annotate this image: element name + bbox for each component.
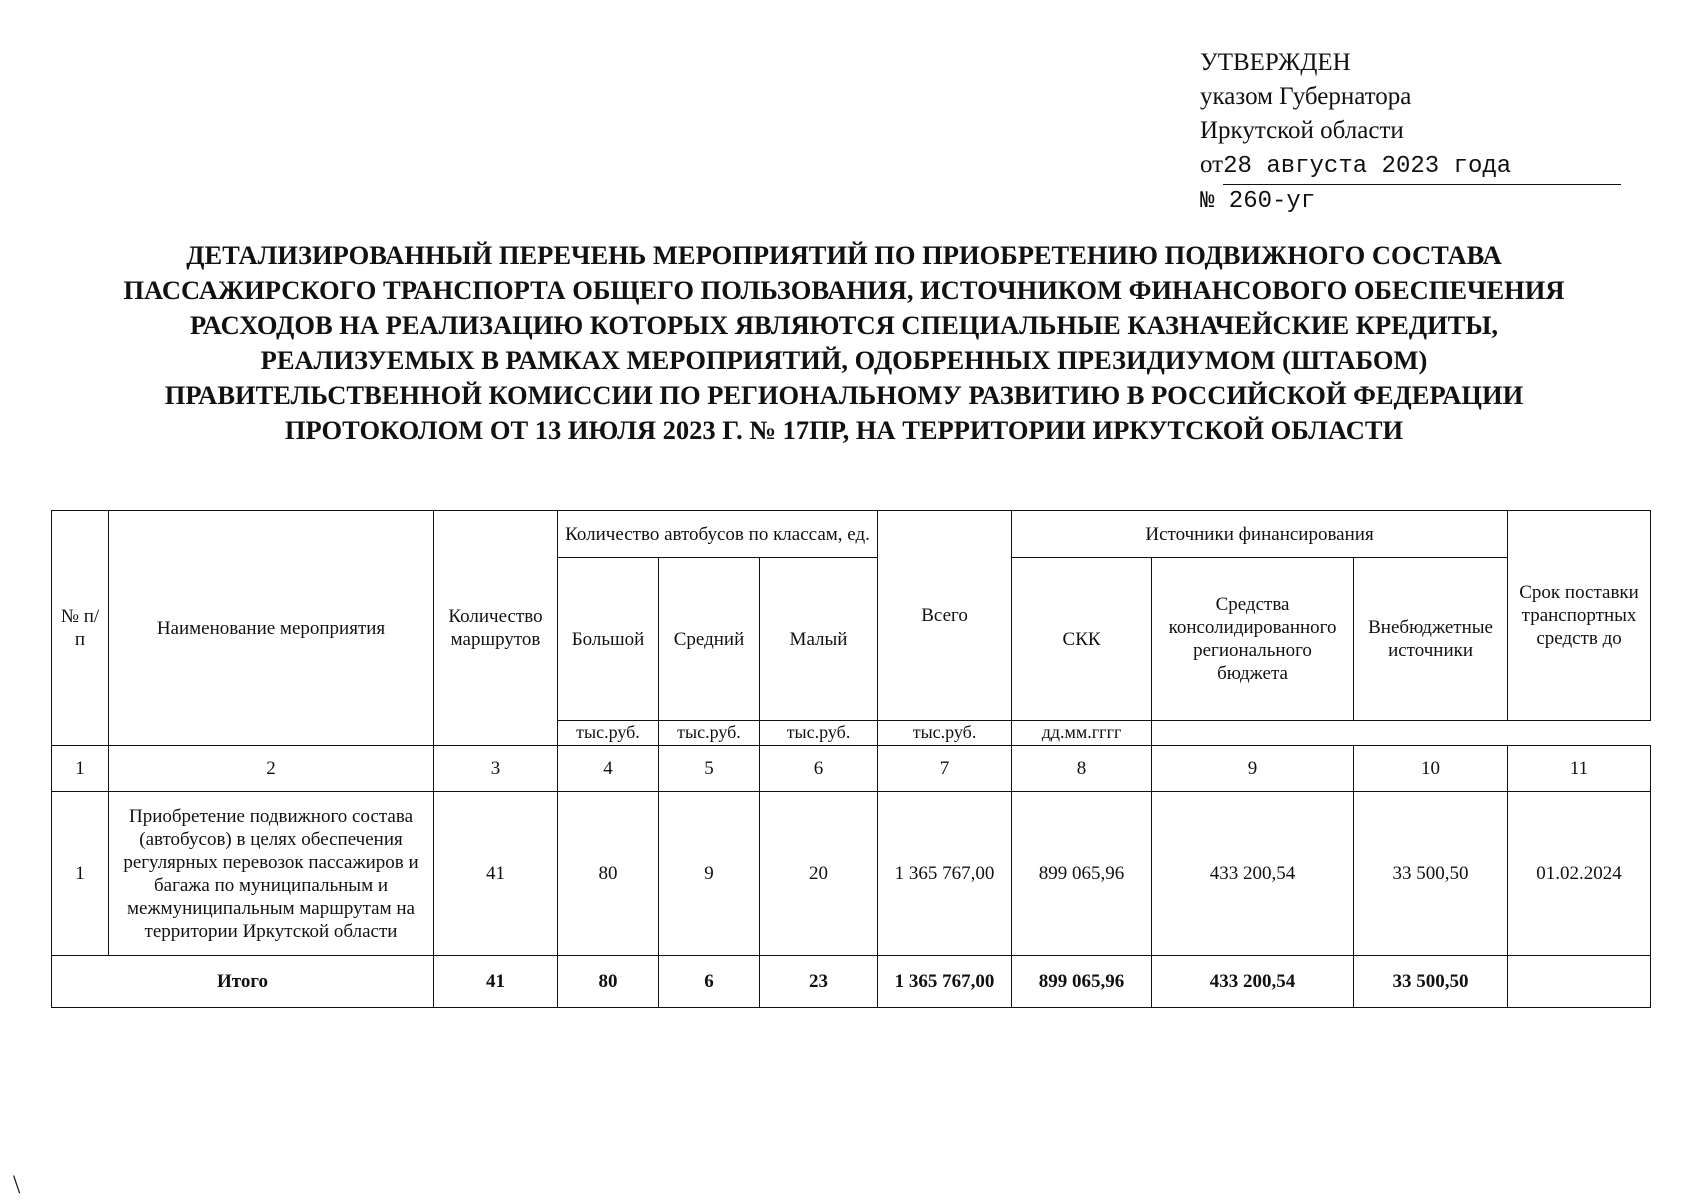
header-medium: Средний (659, 558, 760, 721)
approval-number: № 260-уг (1200, 188, 1316, 215)
totals-label: Итого (52, 956, 434, 1008)
title-line: ДЕТАЛИЗИРОВАННЫЙ ПЕРЕЧЕНЬ МЕРОПРИЯТИЙ ПО ПРИОБРЕТЕНИЮ ПОДВИЖНОГО СОСТАВА (186, 240, 1502, 270)
approval-region: Иркутской области (1200, 117, 1404, 144)
header-large: Большой (558, 558, 659, 721)
totals-medium: 6 (659, 956, 760, 1008)
totals-deadline (1508, 956, 1651, 1008)
row-large: 80 (558, 792, 659, 956)
header-funding-group: Источники финансирования (1012, 511, 1508, 558)
header-extra: Внебюджетные источники (1354, 558, 1508, 721)
header-small: Малый (760, 558, 878, 721)
unit-deadline: дд.мм.гггг (1012, 721, 1152, 746)
title-line: РЕАЛИЗУЕМЫХ В РАМКАХ МЕРОПРИЯТИЙ, ОДОБРЕННЫХ ПРЕЗИДИУМОМ (ШТАБОМ) (260, 345, 1428, 375)
totals-skk: 899 065,96 (1012, 956, 1152, 1008)
approval-block (1200, 46, 1640, 219)
totals-large: 80 (558, 956, 659, 1008)
row-extra: 33 500,50 (1354, 792, 1508, 956)
title-line: РАСХОДОВ НА РЕАЛИЗАЦИЮ КОТОРЫХ ЯВЛЯЮТСЯ СПЕЦИАЛЬНЫЕ КАЗНАЧЕЙСКИЕ КРЕДИТЫ, (190, 310, 1498, 340)
row-small: 20 (760, 792, 878, 956)
unit-total: тыс.руб. (558, 721, 659, 746)
row-name: Приобретение подвижного состава (автобусов) в целях обеспечения регулярных перевозок пассажиров и багажа по муниципальным и межмуниципальным маршрутам на территории Иркутской области (109, 792, 434, 956)
approval-status: УТВЕРЖДЕН (1200, 49, 1351, 76)
row-num: 1 (52, 792, 109, 956)
header-routes: Количество маршрутов (434, 511, 558, 746)
column-number: 11 (1508, 746, 1651, 792)
approval-date: 28 августа 2023 года (1223, 153, 1512, 180)
unit-regional: тыс.руб. (760, 721, 878, 746)
totals-total: 1 365 767,00 (878, 956, 1012, 1008)
column-number: 5 (659, 746, 760, 792)
header-skk: СКК (1012, 558, 1152, 721)
column-number: 6 (760, 746, 878, 792)
column-number: 2 (109, 746, 434, 792)
row-regional: 433 200,54 (1152, 792, 1354, 956)
header-total: Всего (878, 511, 1012, 721)
column-number: 7 (878, 746, 1012, 792)
title-line: ПРОТОКОЛОМ ОТ 13 ИЮЛЯ 2023 Г. № 17ПР, НА ТЕРРИТОРИИ ИРКУТСКОЙ ОБЛАСТИ (284, 415, 1404, 445)
unit-extra: тыс.руб. (878, 721, 1012, 746)
totals-routes: 41 (434, 956, 558, 1008)
measures-table (51, 510, 1651, 1008)
header-num: № п/п (52, 511, 109, 746)
column-numbers-row (52, 746, 1651, 792)
document-title (40, 238, 1648, 448)
approval-date-prefix: от (1200, 151, 1224, 178)
approval-date-row (1200, 148, 1640, 185)
header-row-1 (52, 511, 1651, 558)
row-skk: 899 065,96 (1012, 792, 1152, 956)
row-total: 1 365 767,00 (878, 792, 1012, 956)
scan-mark: \ (13, 1170, 21, 1199)
column-number: 10 (1354, 746, 1508, 792)
table-row (52, 792, 1651, 956)
column-number: 8 (1012, 746, 1152, 792)
approval-by: указом Губернатора (1200, 83, 1412, 110)
row-medium: 9 (659, 792, 760, 956)
totals-regional: 433 200,54 (1152, 956, 1354, 1008)
totals-row (52, 956, 1651, 1008)
approval-date-field (1223, 148, 1621, 185)
header-name: Наименование мероприятия (109, 511, 434, 746)
column-number: 3 (434, 746, 558, 792)
column-number: 9 (1152, 746, 1354, 792)
column-number: 1 (52, 746, 109, 792)
row-routes: 41 (434, 792, 558, 956)
title-line: ПРАВИТЕЛЬСТВЕННОЙ КОМИССИИ ПО РЕГИОНАЛЬНОМУ РАЗВИТИЮ В РОССИЙСКОЙ ФЕДЕРАЦИИ (164, 380, 1524, 410)
header-bus-group: Количество автобусов по классам, ед. (558, 511, 878, 558)
totals-extra: 33 500,50 (1354, 956, 1508, 1008)
row-deadline: 01.02.2024 (1508, 792, 1651, 956)
column-number: 4 (558, 746, 659, 792)
totals-small: 23 (760, 956, 878, 1008)
header-deadline: Срок поставки транспортных средств до (1508, 511, 1651, 721)
header-regional: Средства консолидированного регионального бюджета (1152, 558, 1354, 721)
title-line: ПАССАЖИРСКОГО ТРАНСПОРТА ОБЩЕГО ПОЛЬЗОВАНИЯ, ИСТОЧНИКОМ ФИНАНСОВОГО ОБЕСПЕЧЕНИЯ (123, 275, 1565, 305)
unit-skk: тыс.руб. (659, 721, 760, 746)
